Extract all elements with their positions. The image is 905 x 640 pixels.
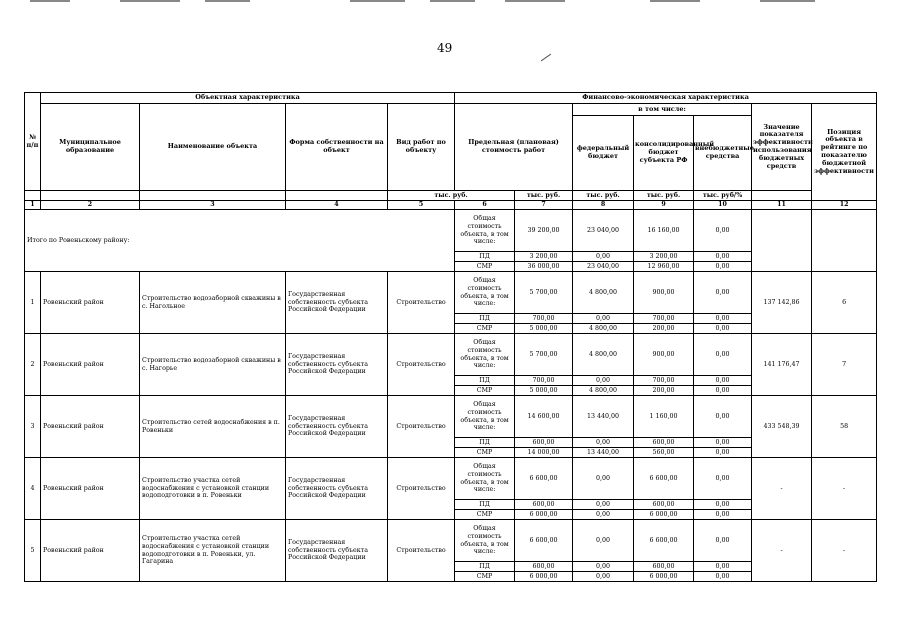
cost-total-federal: 4 800,00 [573,334,634,376]
scan-edge-marks [0,0,905,3]
smr-federal: 13 440,00 [573,448,634,458]
row-number: 3 [25,396,41,458]
pd-value: 600,00 [515,500,573,510]
rating-cell: - [812,458,877,520]
header-object-group: Объектная характеристика [41,93,455,104]
cost-label-total: Общая стоимость объекта, в том числе: [455,272,515,314]
pd-federal: 0,00 [573,500,634,510]
cost-total-value: 14 600,00 [515,396,573,438]
header-num: № п/п [25,93,41,191]
cost-total-extra: 0,00 [694,210,752,252]
municipality-cell: Ровеньский район [41,334,140,396]
smr-consolidated: 560,00 [634,448,694,458]
pd-federal: 0,00 [573,252,634,262]
smr-federal: 4 800,00 [573,324,634,334]
smr-label: СМР [455,262,515,272]
cost-total-federal: 13 440,00 [573,396,634,438]
indicator-cell: - [752,520,812,582]
header-indicator: Значение показателя эффективности использования бюджетных средств [752,104,812,191]
pd-label: ПД [455,500,515,510]
column-number: 6 [455,201,515,210]
municipality-cell: Ровеньский район [41,396,140,458]
indicator-cell: 137 142,86 [752,272,812,334]
work-type-cell: Строительство [388,458,455,520]
column-number: 3 [140,201,286,210]
header-planned-cost: Предельная (плановая) стоимость работ [455,104,573,191]
column-numbers-row [25,201,877,210]
table-row [25,272,877,314]
smr-value: 6 000,00 [515,510,573,520]
pd-federal: 0,00 [573,438,634,448]
ownership-cell: Государственная собственность субъекта Российской Федерации [286,272,388,334]
pd-consolidated: 600,00 [634,500,694,510]
cost-total-consolidated: 900,00 [634,334,694,376]
column-number: 1 [25,201,41,210]
cost-total-extra: 0,00 [694,272,752,314]
page-number: 49 [437,41,453,55]
pd-value: 3 200,00 [515,252,573,262]
table-row [25,334,877,376]
cost-total-extra: 0,00 [694,458,752,500]
table-row [25,520,877,562]
cost-total-value: 5 700,00 [515,272,573,314]
ownership-cell: Государственная собственность субъекта Российской Федерации [286,334,388,396]
pd-extra: 0,00 [694,376,752,386]
smr-extra: 0,00 [694,510,752,520]
smr-federal: 0,00 [573,572,634,582]
ownership-cell: Государственная собственность субъекта Российской Федерации [286,520,388,582]
table-body [25,210,877,582]
rating-cell: 7 [812,334,877,396]
column-number: 5 [388,201,455,210]
indicator-cell [752,210,812,272]
smr-label: СМР [455,510,515,520]
table-header [25,93,877,210]
pd-label: ПД [455,314,515,324]
smr-federal: 4 800,00 [573,386,634,396]
pd-value: 600,00 [515,438,573,448]
cost-total-federal: 0,00 [573,520,634,562]
pd-value: 700,00 [515,376,573,386]
smr-extra: 0,00 [694,572,752,582]
pd-consolidated: 600,00 [634,438,694,448]
pd-value: 700,00 [515,314,573,324]
column-number: 7 [515,201,573,210]
table-row [25,458,877,500]
pd-extra: 0,00 [694,562,752,572]
smr-value: 36 000,00 [515,262,573,272]
cost-label-total: Общая стоимость объекта, в том числе: [455,520,515,562]
unit-federal: тыс. руб. [515,191,573,201]
smr-consolidated: 200,00 [634,386,694,396]
header-municipality: Муниципальное образование [41,104,140,191]
cost-total-value: 5 700,00 [515,334,573,376]
column-number: 4 [286,201,388,210]
pd-consolidated: 3 200,00 [634,252,694,262]
pd-federal: 0,00 [573,314,634,324]
smr-value: 14 000,00 [515,448,573,458]
unit-indicator: тыс. руб/% [694,191,752,201]
rating-cell: - [812,520,877,582]
column-number: 11 [752,201,812,210]
pd-consolidated: 600,00 [634,562,694,572]
cost-total-consolidated: 6 600,00 [634,520,694,562]
object-name-cell: Строительство сетей водоснабжения в п. Ровеньки [140,396,286,458]
column-number: 8 [573,201,634,210]
column-number: 9 [634,201,694,210]
municipality-cell: Ровеньский район [41,520,140,582]
ownership-cell: Государственная собственность субъекта Российской Федерации [286,458,388,520]
header-object-name: Наименование объекта [140,104,286,191]
smr-label: СМР [455,572,515,582]
cost-total-consolidated: 6 600,00 [634,458,694,500]
table-row [25,396,877,438]
cost-total-consolidated: 16 160,00 [634,210,694,252]
municipality-cell: Ровеньский район [41,272,140,334]
row-number: 5 [25,520,41,582]
cost-total-extra: 0,00 [694,396,752,438]
total-row [25,210,877,252]
header-ownership: Форма собственности на объект [286,104,388,191]
header-work-type: Вид работ по объекту [388,104,455,191]
cost-total-federal: 23 040,00 [573,210,634,252]
unit-extra: тыс. руб. [634,191,694,201]
object-name-cell: Строительство водозаборной скважины в с. Нагольное [140,272,286,334]
smr-value: 5 000,00 [515,386,573,396]
total-label: Итого по Ровеньскому району: [25,210,455,272]
smr-federal: 0,00 [573,510,634,520]
pd-extra: 0,00 [694,438,752,448]
smr-label: СМР [455,448,515,458]
work-type-cell: Строительство [388,520,455,582]
ownership-cell: Государственная собственность субъекта Российской Федерации [286,396,388,458]
smr-consolidated: 12 960,00 [634,262,694,272]
smr-label: СМР [455,324,515,334]
cost-total-consolidated: 1 160,00 [634,396,694,438]
column-number: 12 [812,201,877,210]
row-number: 2 [25,334,41,396]
smr-extra: 0,00 [694,386,752,396]
row-number: 1 [25,272,41,334]
pd-extra: 0,00 [694,252,752,262]
smr-extra: 0,00 [694,324,752,334]
column-number: 2 [41,201,140,210]
smr-consolidated: 200,00 [634,324,694,334]
work-type-cell: Строительство [388,272,455,334]
pd-label: ПД [455,252,515,262]
pd-value: 600,00 [515,562,573,572]
row-number: 4 [25,458,41,520]
indicator-cell: 141 176,47 [752,334,812,396]
cost-label-total: Общая стоимость объекта, в том числе: [455,458,515,500]
indicator-cell: 433 548,39 [752,396,812,458]
indicator-cell: - [752,458,812,520]
cost-total-extra: 0,00 [694,520,752,562]
header-rating: Позиция объекта в рейтинге по показателю бюджетной эффективности [812,104,877,201]
municipality-cell: Ровеньский район [41,458,140,520]
rating-cell: 58 [812,396,877,458]
object-name-cell: Строительство участка сетей водоснабжения с установкой станции водоподготовки в п. Ровеньки [140,458,286,520]
object-name-cell: Строительство водозаборной скважины в с. Нагорье [140,334,286,396]
header-extrabudget: внебюджетные средства [694,116,752,191]
pd-label: ПД [455,562,515,572]
work-type-cell: Строительство [388,396,455,458]
pd-federal: 0,00 [573,376,634,386]
cost-total-extra: 0,00 [694,334,752,376]
smr-consolidated: 6 000,00 [634,572,694,582]
header-incl: в том числе: [573,104,752,116]
cost-label-total: Общая стоимость объекта, в том числе: [455,334,515,376]
pd-consolidated: 700,00 [634,314,694,324]
column-number: 10 [694,201,752,210]
pd-extra: 0,00 [694,500,752,510]
unit-cost: тыс. руб. [388,191,515,201]
smr-label: СМР [455,386,515,396]
cost-total-value: 39 200,00 [515,210,573,252]
pd-extra: 0,00 [694,314,752,324]
pd-federal: 0,00 [573,562,634,572]
smr-extra: 0,00 [694,448,752,458]
cost-label-total: Общая стоимость объекта, в том числе: [455,396,515,438]
header-consolidated: консолидированный бюджет субъекта РФ [634,116,694,191]
smr-extra: 0,00 [694,262,752,272]
cost-label-total: Общая стоимость объекта, в том числе: [455,210,515,252]
cost-total-value: 6 600,00 [515,458,573,500]
smr-value: 6 000,00 [515,572,573,582]
pen-mark [541,54,551,62]
pd-label: ПД [455,438,515,448]
cost-total-federal: 4 800,00 [573,272,634,314]
smr-consolidated: 6 000,00 [634,510,694,520]
work-type-cell: Строительство [388,334,455,396]
pd-consolidated: 700,00 [634,376,694,386]
smr-value: 5 000,00 [515,324,573,334]
object-name-cell: Строительство участка сетей водоснабжения с установкой станции водоподготовки в п. Ровеньки, ул. Гагарина [140,520,286,582]
unit-consolidated: тыс. руб. [573,191,634,201]
cost-total-consolidated: 900,00 [634,272,694,314]
header-finance-group: Финансово-экономическая характеристика [455,93,877,104]
capital-investment-table [24,92,877,582]
cost-total-value: 6 600,00 [515,520,573,562]
rating-cell [812,210,877,272]
smr-federal: 23 040,00 [573,262,634,272]
cost-total-federal: 0,00 [573,458,634,500]
header-federal: федеральный бюджет [573,116,634,191]
rating-cell: 6 [812,272,877,334]
pd-label: ПД [455,376,515,386]
